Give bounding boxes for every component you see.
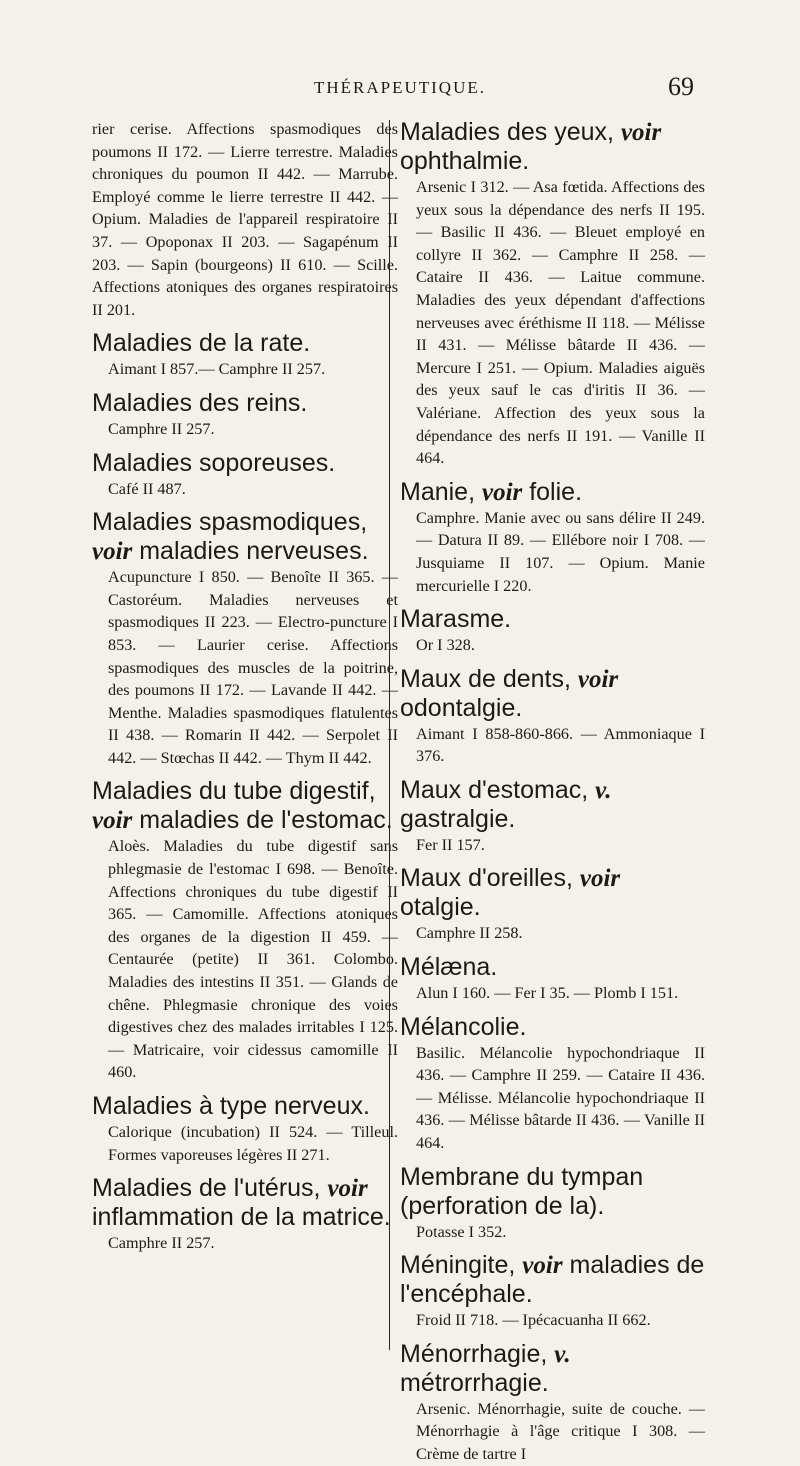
cross-reference-marker: v. — [595, 776, 612, 804]
cross-reference-target: folie. — [522, 477, 583, 506]
entry-heading-text: Maladies des yeux, — [400, 118, 621, 146]
index-entry — [400, 605, 705, 657]
entry-heading-text: Marasme. — [400, 605, 512, 634]
index-entry — [400, 864, 705, 945]
entry-heading-text: Mélæna. — [400, 953, 498, 982]
entry-heading-text: Ménorrhagie, — [400, 1339, 555, 1368]
entry-body: Aloès. Maladies du tube digestif sans phlegmasie de l'estomac I 698. — Benoîte. Affections chroniques du tube digestif II 365. — Camomille. Affections atoniques des organes de la digestion II 459. — Centaurée (petite) II 361. Colombo. Maladies des intestins II 351. — Glands de chêne. Phlegmasie chronique des voies digestives chez des malades irritables I 125. — Matricaire, voir cidessus camomille II 460. — [108, 837, 398, 1082]
entry-heading — [92, 449, 398, 478]
index-entry — [92, 449, 398, 501]
entry-heading — [400, 1340, 705, 1398]
running-head: THÉRAPEUTIQUE. — [313, 78, 486, 97]
entry-heading-text: Maladies de la rate. — [92, 329, 311, 358]
entry-body: Aimant I 858-860-866. — Ammoniaque I 376. — [416, 724, 705, 766]
entry-heading-text: Maladies de l'utérus, — [92, 1174, 328, 1203]
entry-heading — [92, 389, 398, 418]
column-divider — [389, 120, 390, 1350]
entry-body: Arsenic I 312. — Asa fœtida. Affections des yeux sous la dépendance des nerfs II 195. — Basilic II 436. — Bleuet employé en collyre II 362. — Camphre II 258. — Cataire II 436. — Laitue commune. Maladies des yeux dépendant d'affections nerveuses avec éréthisme II 118. — Mélisse II 431. — Mélisse bâtarde II 436. — Mercure I 251. — Opium. Maladies aiguës des yeux sauf le cas d'iritis II 36. — Valériane. Affection des yeux sous la dépendance des nerfs II 191. — Vanille II 464. — [416, 178, 705, 468]
cross-reference-target: maladies de l'encéphale. — [400, 1251, 705, 1309]
entry-heading-text: Maladies spasmodiques, — [92, 508, 368, 537]
cross-reference-target: otalgie. — [400, 893, 481, 922]
entry-heading-text: Mélancolie. — [400, 1012, 527, 1041]
cross-reference-marker: voir — [579, 865, 621, 893]
index-entry — [92, 1174, 398, 1255]
entry-heading — [92, 329, 398, 358]
cross-reference-marker: voir — [92, 538, 133, 566]
entry-heading-text: Maladies soporeuses. — [92, 448, 336, 477]
cross-reference-marker: voir — [327, 1175, 368, 1203]
entry-body: Café II 487. — [108, 479, 186, 498]
cross-reference-target: inflammation de la matrice. — [92, 1203, 391, 1232]
index-entry — [400, 953, 705, 1005]
entry-body: Alun I 160. — Fer I 35. — Plomb I 151. — [416, 984, 679, 1003]
cross-reference-marker: voir — [481, 478, 523, 506]
cross-reference-target: gastralgie. — [400, 804, 516, 833]
index-entry — [92, 1092, 398, 1166]
page-number: 69 — [668, 72, 694, 101]
cross-reference-target: odontalgie. — [400, 693, 523, 722]
entry-body: Acupuncture I 850. — Benoîte II 365. — Castoréum. Maladies nerveuses et spasmodiques II 223. — Electro-puncture I 853. — Laurier cerise. Affections spasmodiques des muscles de la poitrine, des poumons II 172. — Lavande II 442. — Menthe. Maladies spasmodiques flatulentes II 438. — Romarin II 442. — Serpolet II 442. — Stœchas II 442. — Thym II 442. — [108, 568, 398, 767]
entry-heading-text: Membrane du tympan (perforation de la). — [400, 1162, 644, 1220]
entry-heading-text: Maux d'oreilles, — [400, 864, 580, 893]
right-column — [400, 118, 705, 1466]
index-entry — [400, 665, 705, 768]
index-entry — [92, 118, 398, 321]
entry-heading — [400, 1251, 705, 1309]
entry-body: Camphre II 257. — [108, 1234, 215, 1253]
entry-body: Calorique (incubation) II 524. — Tilleul. Formes vaporeuses légères II 271. — [108, 1123, 398, 1164]
entry-heading-text: Maladies du tube digestif, — [92, 777, 376, 806]
entry-heading — [92, 1174, 398, 1232]
index-entry — [400, 478, 705, 597]
entry-heading-text: Méningite, — [400, 1251, 523, 1280]
entry-heading-text: Maladies des reins. — [92, 388, 308, 417]
index-entry — [92, 389, 398, 441]
cross-reference-target: ophthalmie. — [400, 147, 530, 175]
entry-heading — [400, 1163, 705, 1221]
index-entry — [92, 777, 398, 1084]
entry-heading — [92, 777, 398, 835]
index-entry — [400, 1340, 705, 1466]
entry-heading-text: Manie, — [400, 477, 482, 506]
index-entry — [92, 508, 398, 769]
index-entry — [400, 1163, 705, 1244]
entry-heading — [400, 953, 705, 982]
cross-reference-marker: voir — [620, 119, 662, 146]
entry-body: Froid II 718. — Ipécacuanha II 662. — [416, 1311, 651, 1330]
entry-heading-text: Maux de dents, — [400, 664, 578, 693]
entry-heading — [92, 508, 398, 566]
index-entry — [400, 118, 705, 470]
index-entry — [92, 329, 398, 381]
entry-body: Arsenic. Ménorrhagie, suite de couche. — Ménorrhagie à l'âge critique I 308. — Crème de tartre I — [416, 1399, 705, 1463]
left-column — [92, 118, 398, 1255]
cross-reference-marker: v. — [554, 1340, 571, 1368]
entry-heading-text: Maladies à type nerveux. — [92, 1092, 370, 1120]
index-entry — [400, 1251, 705, 1332]
entry-body: Or I 328. — [416, 636, 475, 655]
entry-heading — [92, 1092, 398, 1121]
entry-body: rier cerise. Affections spasmodiques des poumons II 172. — Lierre terrestre. Maladies chroniques du poumon II 442. — Marrube. Employé comme le lierre terrestre II 442. — Opium. Maladies de l'appareil respiratoire II 37. — Opoponax II 203. — Sagapénum II 203. — Sapin (bourgeons) II 610. — Scille. Affections atoniques des organes respiratoires II 201. — [92, 120, 398, 319]
cross-reference-marker: voir — [577, 665, 619, 693]
entry-heading — [400, 776, 705, 834]
entry-body: Aimant I 857.— Camphre II 257. — [108, 360, 326, 379]
entry-body: Camphre II 258. — [416, 924, 523, 943]
cross-reference-marker: voir — [522, 1252, 563, 1280]
entry-heading — [400, 864, 705, 922]
entry-body: Camphre. Manie avec ou sans délire II 249. — Datura II 89. — Ellébore noir I 708. — Jusquiame II 107. — Opium. Manie mercurielle I 220. — [416, 508, 705, 595]
entry-heading — [400, 665, 705, 723]
cross-reference-target: maladies de l'estomac. — [132, 806, 393, 835]
entry-heading — [400, 118, 705, 176]
cross-reference-target: métrorrhagie. — [400, 1368, 549, 1397]
entry-body: Basilic. Mélancolie hypochondriaque II 436. — Camphre II 259. — Cataire II 436. — Mélisse. Mélancolie hypochondriaque II 436. — Mélisse bâtarde II 436. — Vanille II 464. — [416, 1043, 705, 1153]
index-entry — [400, 1013, 705, 1155]
entry-heading — [400, 605, 705, 634]
entry-heading-text: Maux d'estomac, — [400, 775, 596, 804]
entry-body: Camphre II 257. — [108, 419, 215, 438]
entry-body: Potasse I 352. — [416, 1222, 507, 1241]
index-entry — [400, 776, 705, 857]
entry-heading — [400, 478, 705, 507]
entry-heading — [400, 1013, 705, 1042]
cross-reference-target: maladies nerveuses. — [132, 537, 369, 566]
entry-body: Fer II 157. — [416, 835, 485, 854]
cross-reference-marker: voir — [92, 807, 133, 835]
